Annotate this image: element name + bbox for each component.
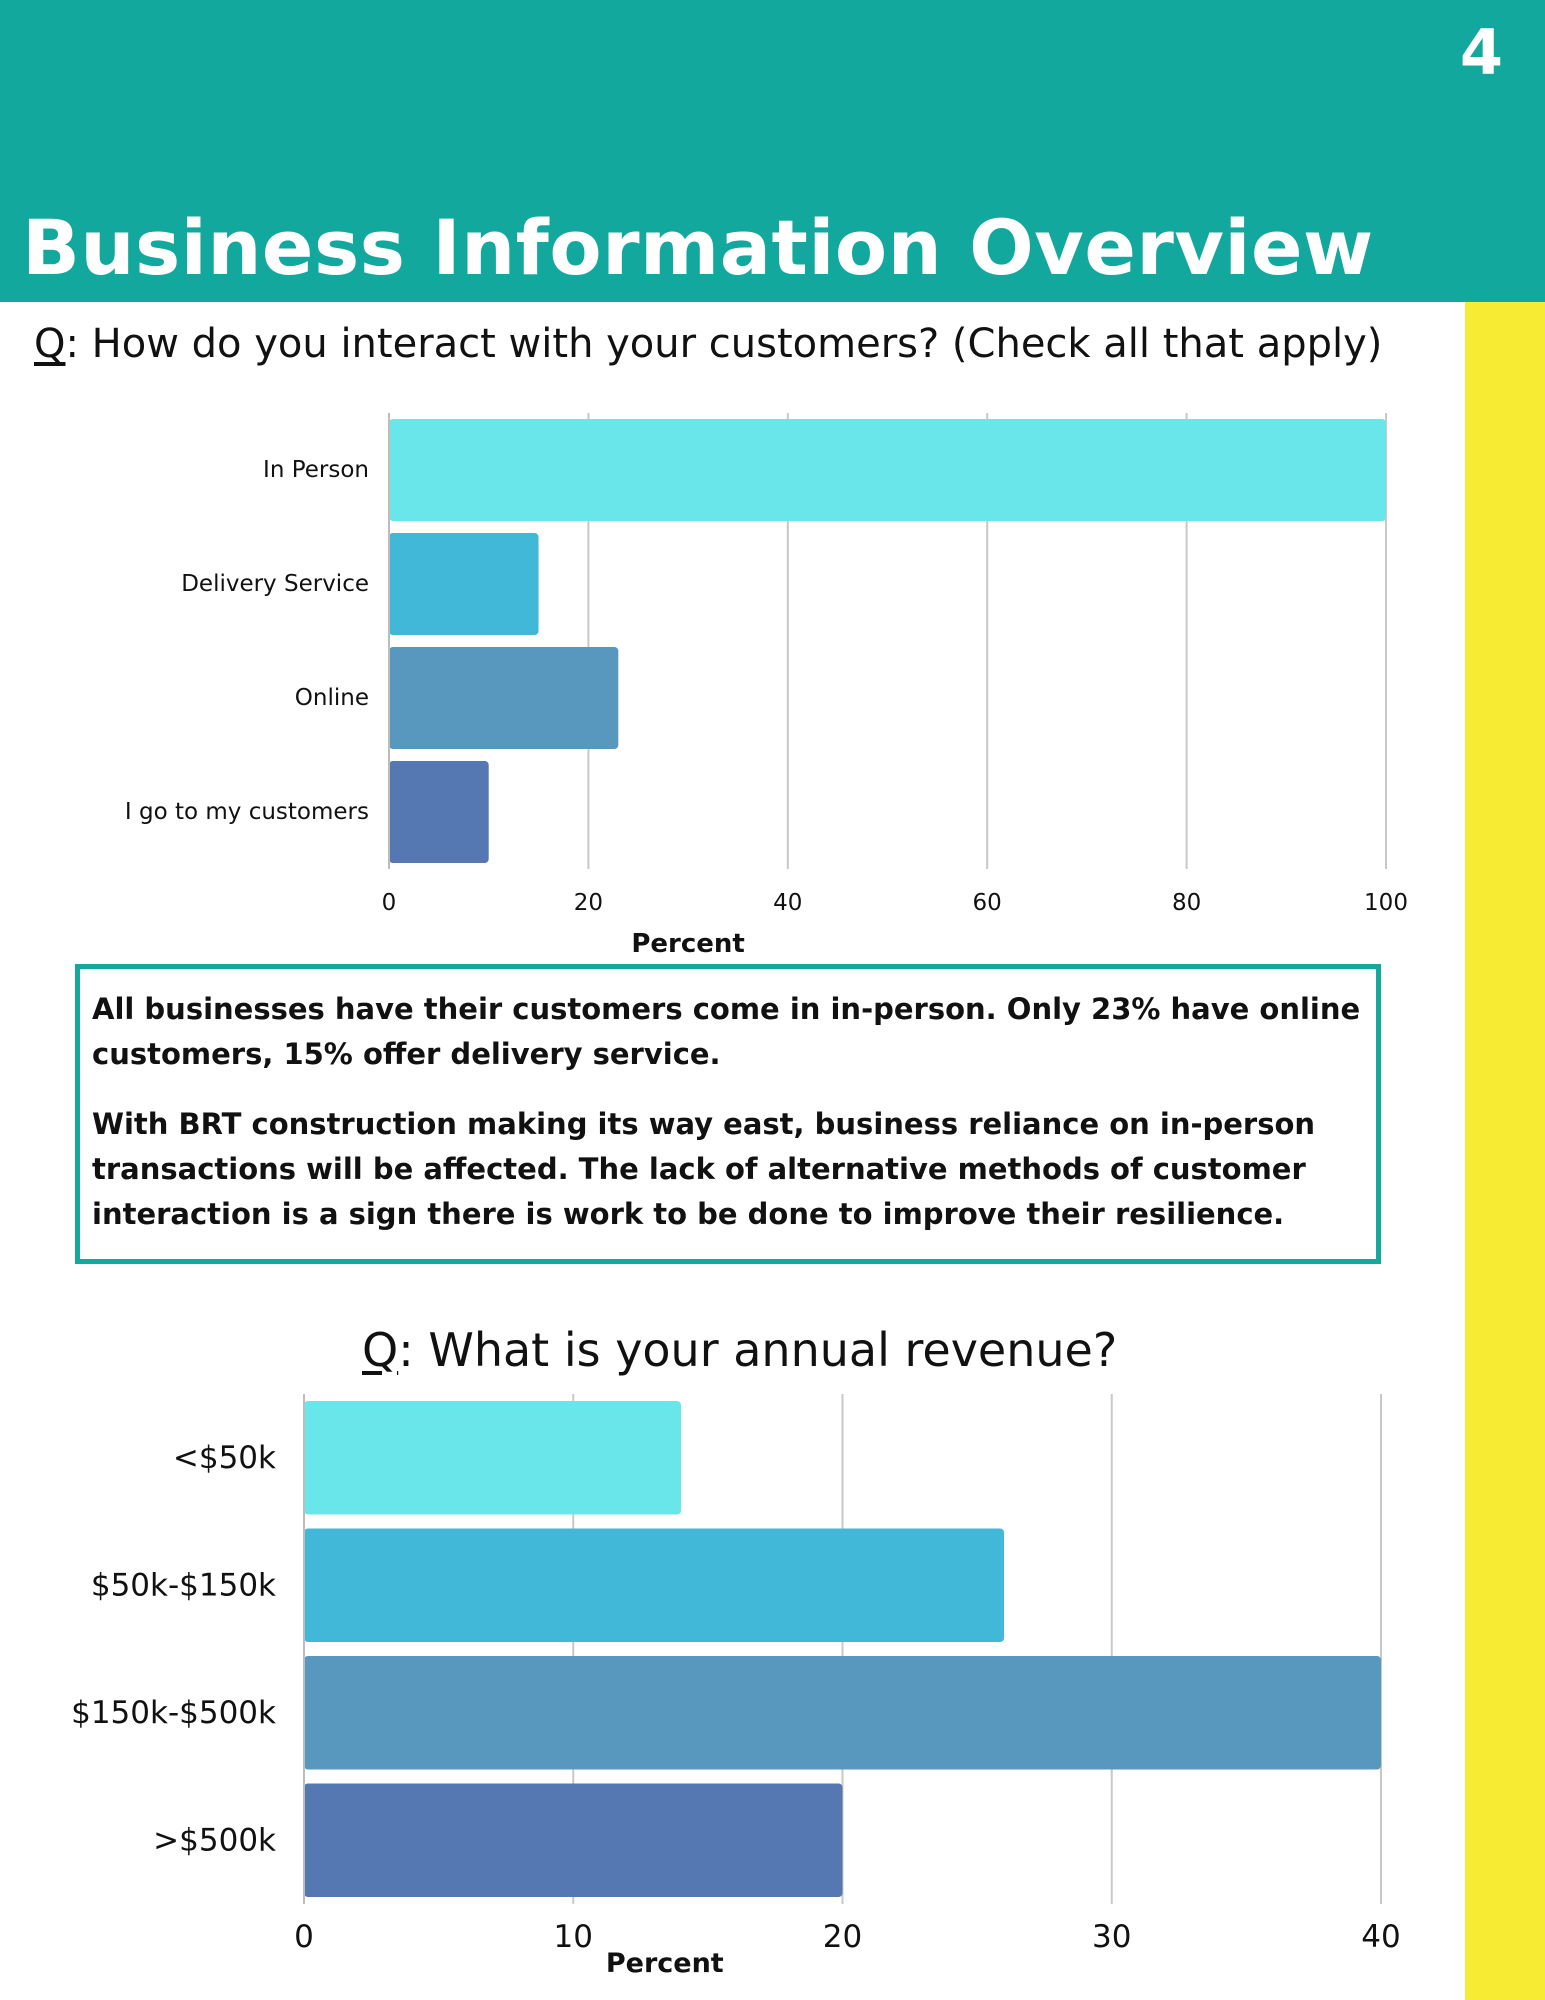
tick-label: 40: [773, 890, 803, 916]
category-label: $150k-$500k: [71, 1694, 276, 1731]
category-label: <$50k: [172, 1439, 276, 1476]
question-text: : How do you interact with your customers? (Check all that apply): [65, 321, 1383, 367]
bar: [304, 1784, 843, 1898]
note-paragraph: With BRT construction making its way east, business reliance on in-person transactions will be affected. The lack of alternative methods of customer interaction is a sign there is work to be done to improve their resilience.: [92, 1107, 1316, 1231]
question-annual-revenue: [362, 1323, 1118, 1377]
tick-label: 10: [553, 1919, 593, 1955]
tick-label: 40: [1361, 1919, 1401, 1955]
bar: [304, 1401, 681, 1515]
category-label: Online: [294, 685, 369, 711]
category-label: $50k-$150k: [90, 1567, 276, 1604]
category-label: >$500k: [153, 1822, 276, 1859]
tick-label: 30: [1092, 1919, 1132, 1955]
category-label: In Person: [263, 457, 369, 483]
note-paragraph: All businesses have their customers come in in-person. Only 23% have online customers, 15% offer delivery service.: [92, 992, 1361, 1071]
page-title: Business Information Overview: [22, 203, 1374, 292]
tick-label: 80: [1171, 890, 1202, 916]
tick-label: 20: [822, 1919, 863, 1955]
bar: [389, 761, 489, 863]
tick-label: 60: [972, 890, 1002, 916]
bar: [389, 419, 1386, 521]
annual-revenue-chart: [0, 1385, 1545, 1979]
bar: [304, 1529, 1004, 1643]
x-axis-title: Percent: [605, 1948, 724, 1979]
x-axis-title: Percent: [631, 929, 745, 959]
tick-label: 100: [1364, 890, 1408, 916]
tick-label: 0: [381, 890, 397, 916]
bar: [389, 647, 618, 749]
category-label: I go to my customers: [124, 799, 369, 825]
bar: [389, 533, 539, 635]
header-banner: [0, 0, 1545, 302]
customer-interaction-chart: [0, 400, 1545, 959]
question-customer-interaction: [34, 321, 1383, 367]
category-label: Delivery Service: [181, 571, 369, 597]
page-number: 4: [1459, 16, 1503, 89]
question-prefix: Q: [362, 1323, 399, 1377]
question-text: : What is your annual revenue?: [398, 1323, 1118, 1377]
summary-note-box: [75, 964, 1381, 1264]
bar: [304, 1656, 1381, 1770]
tick-label: 0: [294, 1919, 314, 1955]
tick-label: 20: [573, 890, 604, 916]
question-prefix: Q: [34, 321, 66, 367]
